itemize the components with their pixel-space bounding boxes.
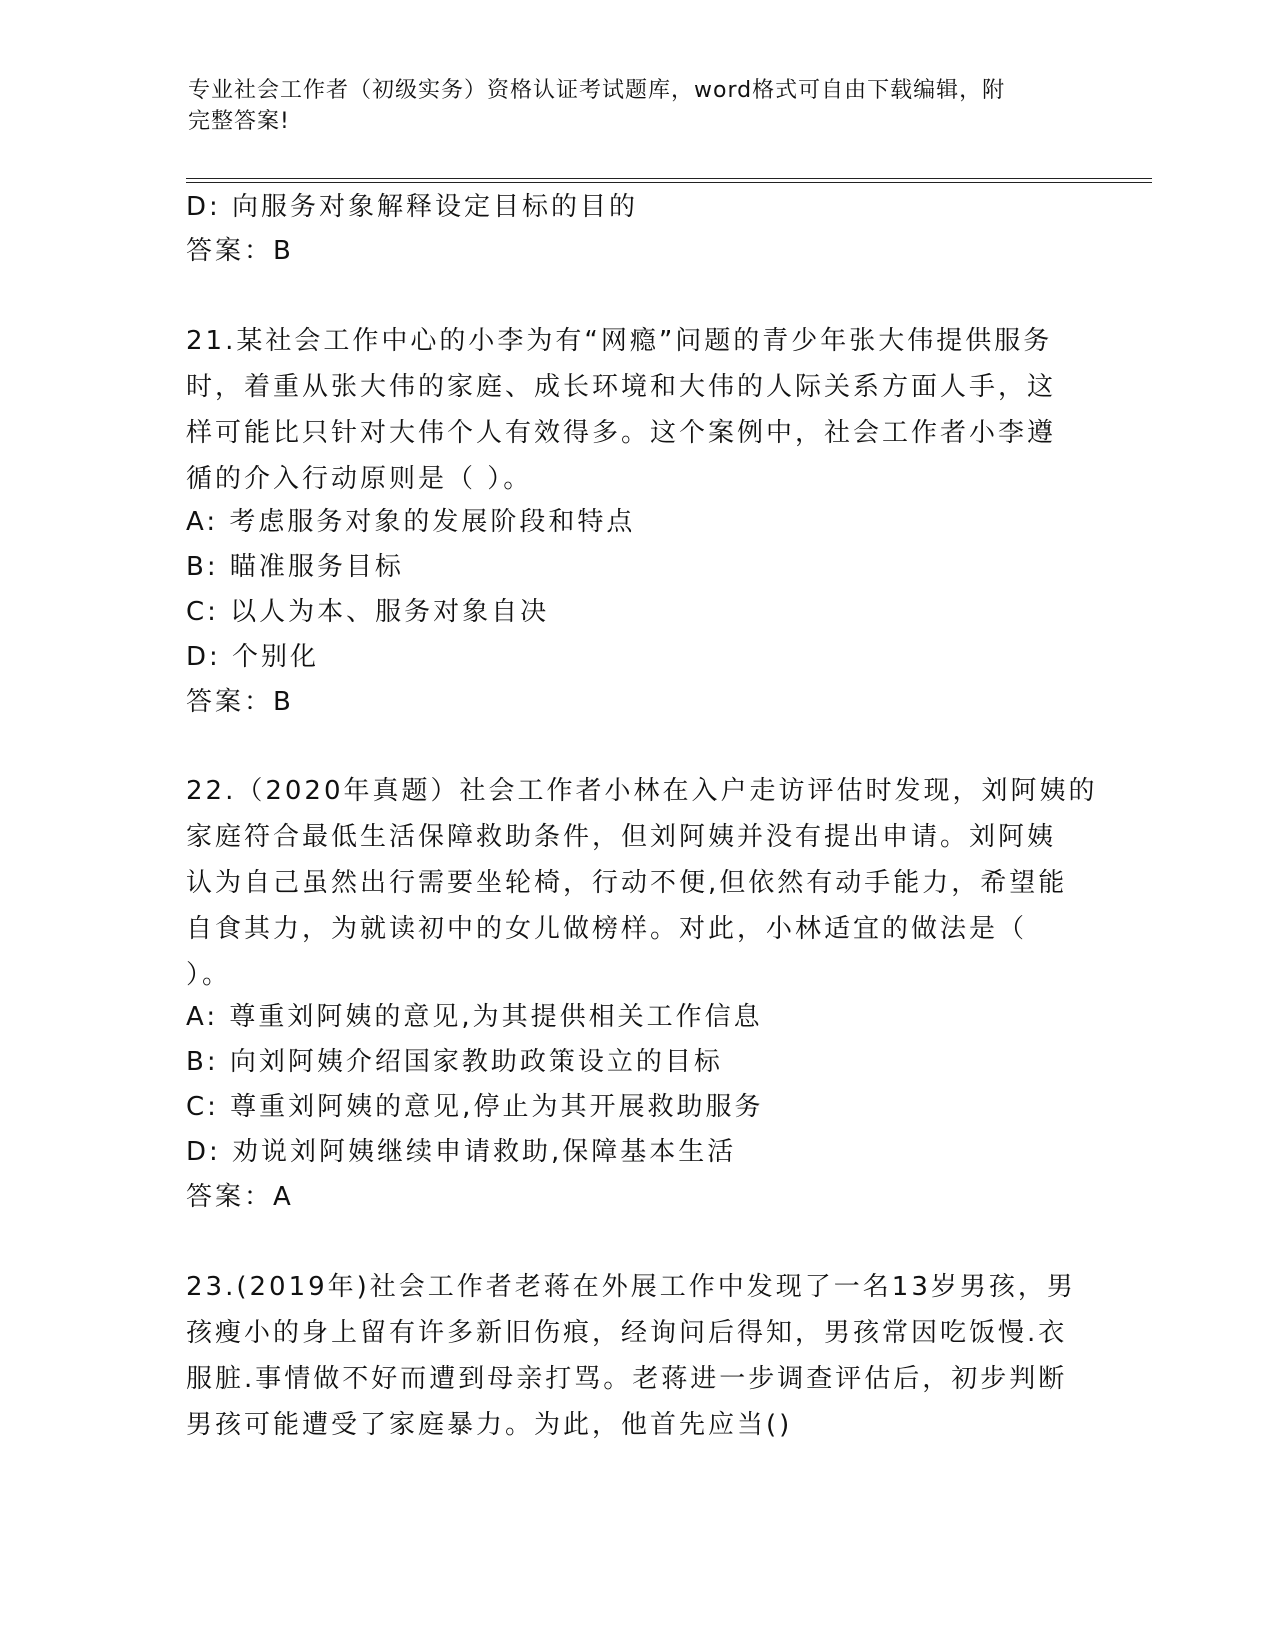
- q21-stem-line: 样可能比只针对大伟个人有效得多。这个案例中，社会工作者小李遵: [186, 418, 1057, 448]
- q22-answer: 答案：A: [186, 1182, 294, 1212]
- q22-stem: [186, 768, 1098, 998]
- q22-option-b: B: 向刘阿姨介绍国家教助政策设立的目标: [186, 1047, 723, 1077]
- q21-option-c: C: 以人为本、服务对象自决: [186, 597, 550, 627]
- q21-stem-line: 时，着重从张大伟的家庭、成长环境和大伟的人际关系方面人手，这: [186, 372, 1057, 402]
- q23-stem-line: 孩瘦小的身上留有许多新旧伤痕，经询问后得知，男孩常因吃饭慢.衣: [186, 1318, 1068, 1348]
- q20-option-d: D: 向服务对象解释设定目标的目的: [186, 192, 639, 222]
- q22-stem-line: 认为自己虽然出行需要坐轮椅，行动不便,但依然有动手能力，希望能: [186, 868, 1068, 898]
- q22-stem-line: 家庭符合最低生活保障救助条件，但刘阿姨并没有提出申请。刘阿姨: [186, 822, 1057, 852]
- q21-option-d: D: 个别化: [186, 642, 320, 672]
- q23-stem-line: 男孩可能遭受了家庭暴力。为此，他首先应当(): [186, 1410, 793, 1440]
- q20-answer: 答案：B: [186, 236, 294, 266]
- q21-stem-line: 循的介入行动原则是（ ）。: [186, 464, 533, 494]
- q21-option-b: B: 瞄准服务目标: [186, 552, 404, 582]
- document-header: [188, 75, 1088, 137]
- q21-stem-line: 21.某社会工作中心的小李为有“网瘾”问题的青少年张大伟提供服务: [186, 326, 1053, 356]
- q21-stem: [186, 318, 1086, 502]
- q22-option-d: D: 劝说刘阿姨继续申请救助,保障基本生活: [186, 1137, 737, 1167]
- q22-stem-line: 22.（2020年真题）社会工作者小林在入户走访评估时发现，刘阿姨的: [186, 776, 1098, 806]
- q21-answer: 答案：B: [186, 687, 294, 717]
- q22-stem-line: 自食其力，为就读初中的女儿做榜样。对此，小林适宜的做法是（: [186, 914, 1028, 944]
- q23-stem-line: 服脏.事情做不好而遭到母亲打骂。老蒋进一步调查评估后，初步判断: [186, 1364, 1068, 1394]
- q22-option-a: A: 尊重刘阿姨的意见,为其提供相关工作信息: [186, 1002, 763, 1032]
- q22-stem-line: ）。: [186, 960, 232, 990]
- q22-option-c: C: 尊重刘阿姨的意见,停止为其开展救助服务: [186, 1092, 764, 1122]
- header-line-1: 专业社会工作者（初级实务）资格认证考试题库，word格式可自由下载编辑，附: [188, 78, 1006, 103]
- q21-option-a: A: 考虑服务对象的发展阶段和特点: [186, 507, 636, 537]
- q23-stem: [186, 1264, 1086, 1448]
- header-line-2: 完整答案!: [188, 109, 290, 134]
- q23-stem-line: 23.(2019年)社会工作者老蒋在外展工作中发现了一名13岁男孩，男: [186, 1272, 1076, 1302]
- header-divider: [186, 178, 1152, 183]
